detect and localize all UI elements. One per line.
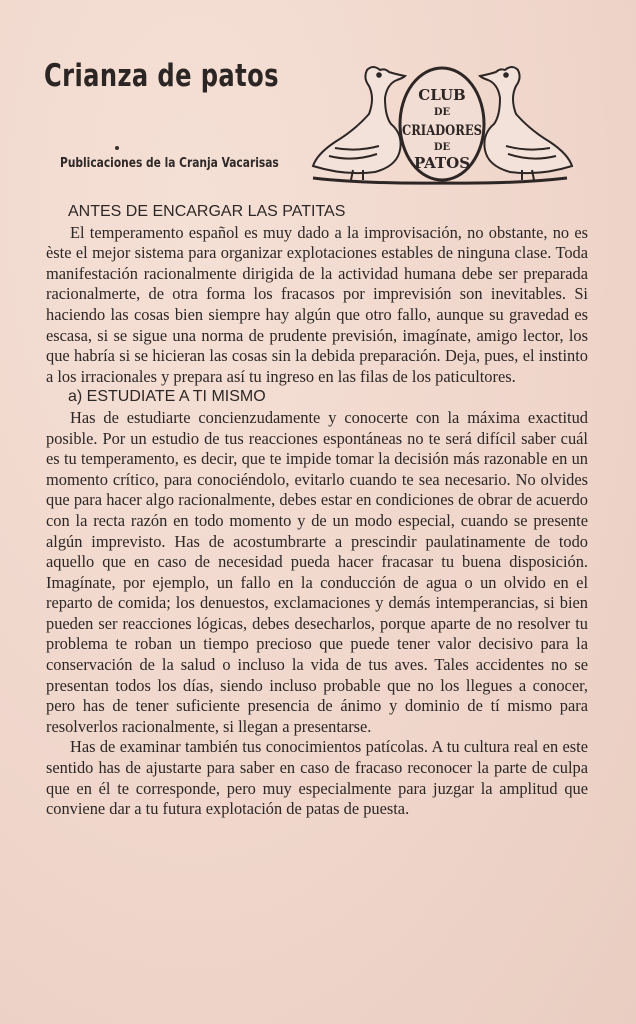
paragraph-intro: El temperamento español es muy dado a la improvisación, no obstante, no es èste el mejor sistema para organizar explotaciones estables de ninguna clase. Toda manifestación racionalmente dirigida de la actividad humana debe ser preparada racionalmerte, de otra forma los fracasos por imprevisión son inevitables. Si haciendo las cosas bien siempre hay algún que otro fallo, aunque su gravedad es escasa, si se sigue una norma de prudente previsión, imagínate, amigo lector, los que habría si se hicieran las cosas sin la debida preparación. Deja, pues, el instinto a los irracionales y prepara así tu ingreso en las filas de los paticultores.: [46, 222, 588, 386]
logo-text-club: CLUB: [418, 86, 466, 104]
section-heading-estudiate: a) ESTUDIATE A TI MISMO: [68, 388, 266, 406]
logo-text-patos: PATOS: [413, 154, 471, 172]
logo-text-de-1: DE: [433, 107, 451, 118]
paragraph-estudiate: Has de estudiarte concienzudamente y conocerte con la máxima exactitud posible. Por un estudio de tus reacciones espontáneas no te será difícil saber cuál es tu temperamento, es decir, que te impide tomar la decisión más razonable en un momento crítico, para conociéndolo, evitarlo cuando te sea necesario. No olvides que para hacer algo racionalmente, debes estar en condiciones de obrar de acuerdo con la recta razón en todo momento y de un modo especial, cuando se presente algún imprevisto. Has de acostumbrarte a prescindir paulatinamente de todo aquello que en caso de necesidad pueda hacer fracasar tu buena disposición. Imagínate, por ejemplo, un fallo en la conducción de agua o un olvido en el reparto de comida; los denuestos, exclamaciones y demás intemperancias, si bien pueden ser reacciones lógicas, debes desecharlos, porque aparte de no resolver tu problema te roban un tiempo precioso que puede tener valor decisivo para la conservación de la salud o incluso la vida de tus aves. Tales accidentes no se presentan todos los días, siendo incluso probable que no los llegues a conocer, pero has de tener suficiente presencia de ánimo y dominio de tí mismo para resolverlos racionalmente, si llegan a presentarse.: [46, 407, 588, 736]
logo-text-de-2: DE: [433, 142, 451, 153]
article-body: [46, 202, 588, 820]
right-duck-icon: [480, 67, 572, 180]
logo-text-criadores: CRIADORES: [402, 123, 482, 139]
section-heading-antes: ANTES DE ENCARGAR LAS PATITAS: [68, 203, 346, 220]
publication-subtitle: Publicaciones de la Cranja Vacarisas: [60, 156, 279, 171]
paragraph-conocimientos: Has de examinar también tus conocimientos patícolas. A tu cultura real en este sentido has de ajustarte para saber en caso de fracaso reconocer la parte de culpa que en él te corresponde, pero muy especialmente para juzgar la amplitud que conviene dar a tu futura explotación de patas de puesta.: [46, 737, 588, 819]
page-title: Crianza de patos: [44, 58, 279, 94]
left-duck-icon: [313, 67, 405, 180]
club-logo: [305, 58, 580, 190]
decorative-dot: [115, 146, 119, 150]
